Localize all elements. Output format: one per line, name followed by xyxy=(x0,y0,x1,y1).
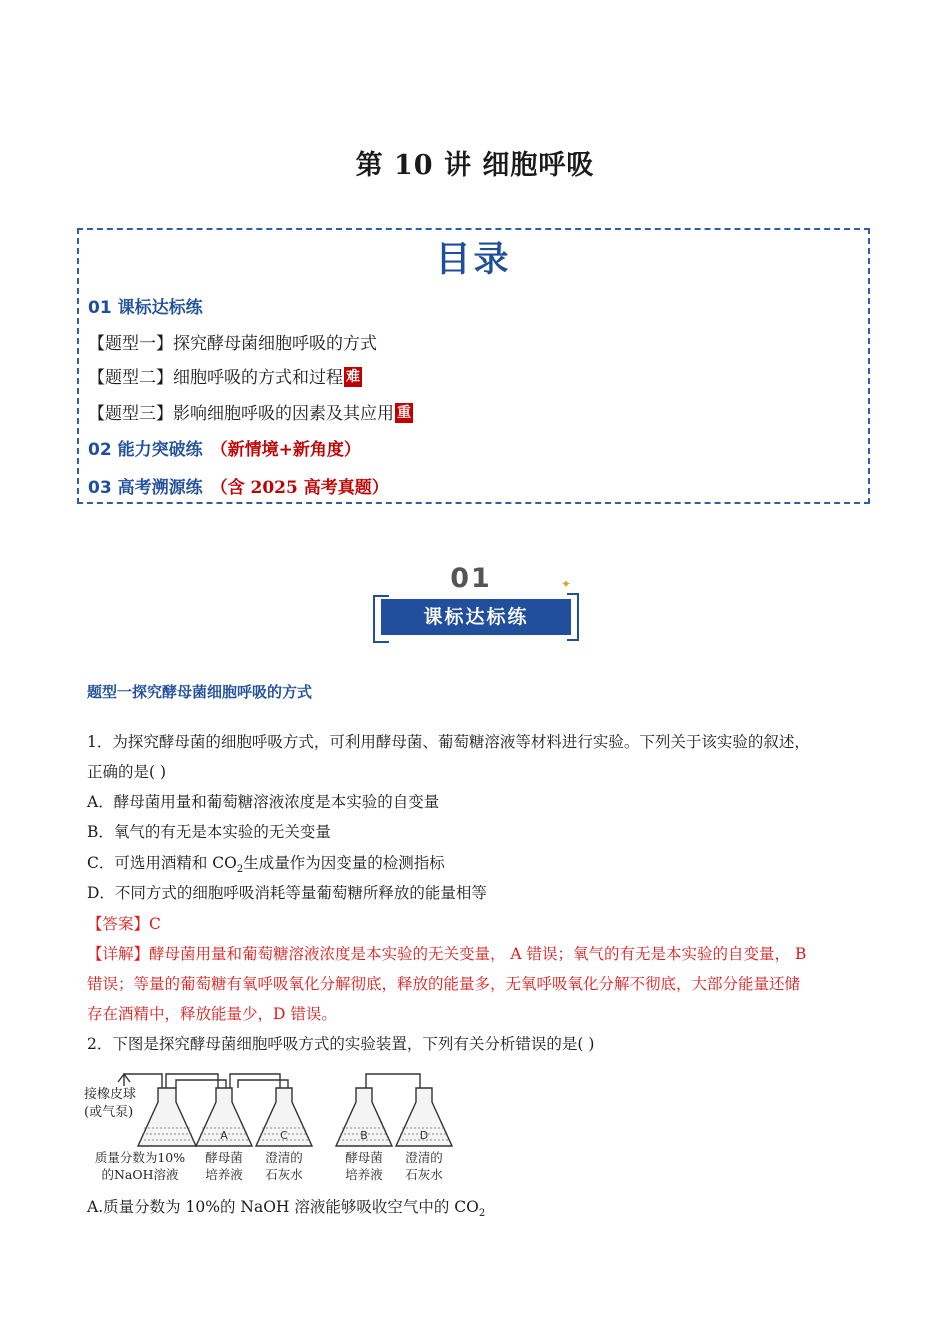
option-text: 生成量作为因变量的检测指标 xyxy=(243,854,445,872)
question-1-option-b: B．氧气的有无是本实验的无关变量 xyxy=(87,823,331,841)
caption-naoh: 质量分数为10% xyxy=(94,1150,186,1165)
toc-section-03[interactable] xyxy=(88,473,389,498)
toc-section-note: （新情境+新角度） xyxy=(210,440,361,460)
question-1-explanation xyxy=(87,939,877,1029)
question-1-option-d: D．不同方式的细胞呼吸消耗等量葡萄糖所释放的能量相等 xyxy=(87,884,487,902)
flask-letter-d: D xyxy=(419,1129,429,1142)
experiment-apparatus-figure xyxy=(84,1068,454,1188)
caption-yeast: 培养液 xyxy=(345,1167,383,1182)
banner-label: 课标达标练 xyxy=(381,599,571,635)
toc-item-label: 【题型二】细胞呼吸的方式和过程 xyxy=(88,368,343,388)
question-1-option-a: A．酵母菌用量和葡萄糖溶液浓度是本实验的自变量 xyxy=(87,793,440,811)
caption-limewater: 澄清的 xyxy=(265,1150,303,1165)
apparatus-diagram xyxy=(84,1068,454,1188)
caption-limewater: 澄清的 xyxy=(405,1150,443,1165)
flask-letter-a: A xyxy=(220,1129,228,1142)
table-of-contents xyxy=(77,228,870,504)
toc-section-note: （含 2025 高考真题） xyxy=(210,478,389,498)
toc-section-label: 02 能力突破练 xyxy=(88,440,203,460)
toc-section-01[interactable] xyxy=(88,293,203,318)
explain-line: 错误；等量的葡萄糖有氧呼吸氧化分解彻底，释放的能量多，无氧呼吸氧化分解不彻底，大部分能量还储 xyxy=(87,975,801,993)
question-1-answer: 【答案】C xyxy=(87,915,161,933)
flask-naoh xyxy=(138,1088,196,1146)
toc-item-1[interactable] xyxy=(88,329,377,354)
toc-section-02[interactable] xyxy=(88,435,361,460)
toc-section-label: 03 高考溯源练 xyxy=(88,478,203,498)
difficulty-tag: 难 xyxy=(346,369,360,385)
caption-yeast: 培养液 xyxy=(205,1167,243,1182)
inlet-label: (或气泵) xyxy=(84,1105,134,1120)
caption-limewater: 石灰水 xyxy=(405,1167,443,1182)
caption-limewater: 石灰水 xyxy=(265,1167,303,1182)
option-text: A.质量分数为 10%的 NaOH 溶液能够吸收空气中的 CO xyxy=(87,1198,479,1216)
sparkle-icon: ✦ xyxy=(561,577,572,591)
inlet-label: 接橡皮球 xyxy=(84,1087,137,1102)
toc-section-label: 01 课标达标练 xyxy=(88,298,203,318)
toc-heading: 目录 xyxy=(435,240,512,280)
question-2-stem: 2．下图是探究酵母菌细胞呼吸方式的实验装置，下列有关分析错误的是( ) xyxy=(87,1035,595,1053)
section-title: 题型一探究酵母菌细胞呼吸的方式 xyxy=(87,683,313,701)
flask-letter-b: B xyxy=(360,1129,368,1142)
caption-yeast: 酵母菌 xyxy=(345,1150,383,1165)
caption-naoh: 的NaOH溶液 xyxy=(101,1167,179,1182)
explain-line: 存在酒精中，释放能量少，D 错误。 xyxy=(87,1005,337,1023)
subscript: 2 xyxy=(478,1208,486,1220)
flask-letter-c: C xyxy=(280,1129,288,1142)
document-title: 第 10 讲 细胞呼吸 xyxy=(355,150,595,181)
subscript: 2 xyxy=(236,864,244,876)
banner-number: 01 xyxy=(450,563,492,594)
question-2-option-a xyxy=(87,1192,877,1229)
stem-line: 正确的是( ) xyxy=(87,763,167,781)
explain-line: 【详解】酵母菌用量和葡萄糖溶液浓度是本实验的无关变量， A 错误；氧气的有无是本实验的自变量， B xyxy=(87,945,807,963)
stem-line: 1．为探究酵母菌的细胞呼吸方式，可利用酵母菌、葡萄糖溶液等材料进行实验。下列关于该实验的叙述， xyxy=(87,733,810,751)
toc-item-label: 【题型三】影响细胞呼吸的因素及其应用 xyxy=(88,404,394,424)
caption-yeast: 酵母菌 xyxy=(205,1150,243,1165)
toc-item-2[interactable] xyxy=(88,363,362,388)
option-text: C．可选用酒精和 CO xyxy=(87,854,237,872)
toc-item-label: 【题型一】探究酵母菌细胞呼吸的方式 xyxy=(88,334,377,354)
question-1-stem xyxy=(87,727,877,787)
toc-item-3[interactable] xyxy=(88,399,413,424)
importance-tag: 重 xyxy=(397,405,411,421)
section-banner xyxy=(371,563,583,643)
